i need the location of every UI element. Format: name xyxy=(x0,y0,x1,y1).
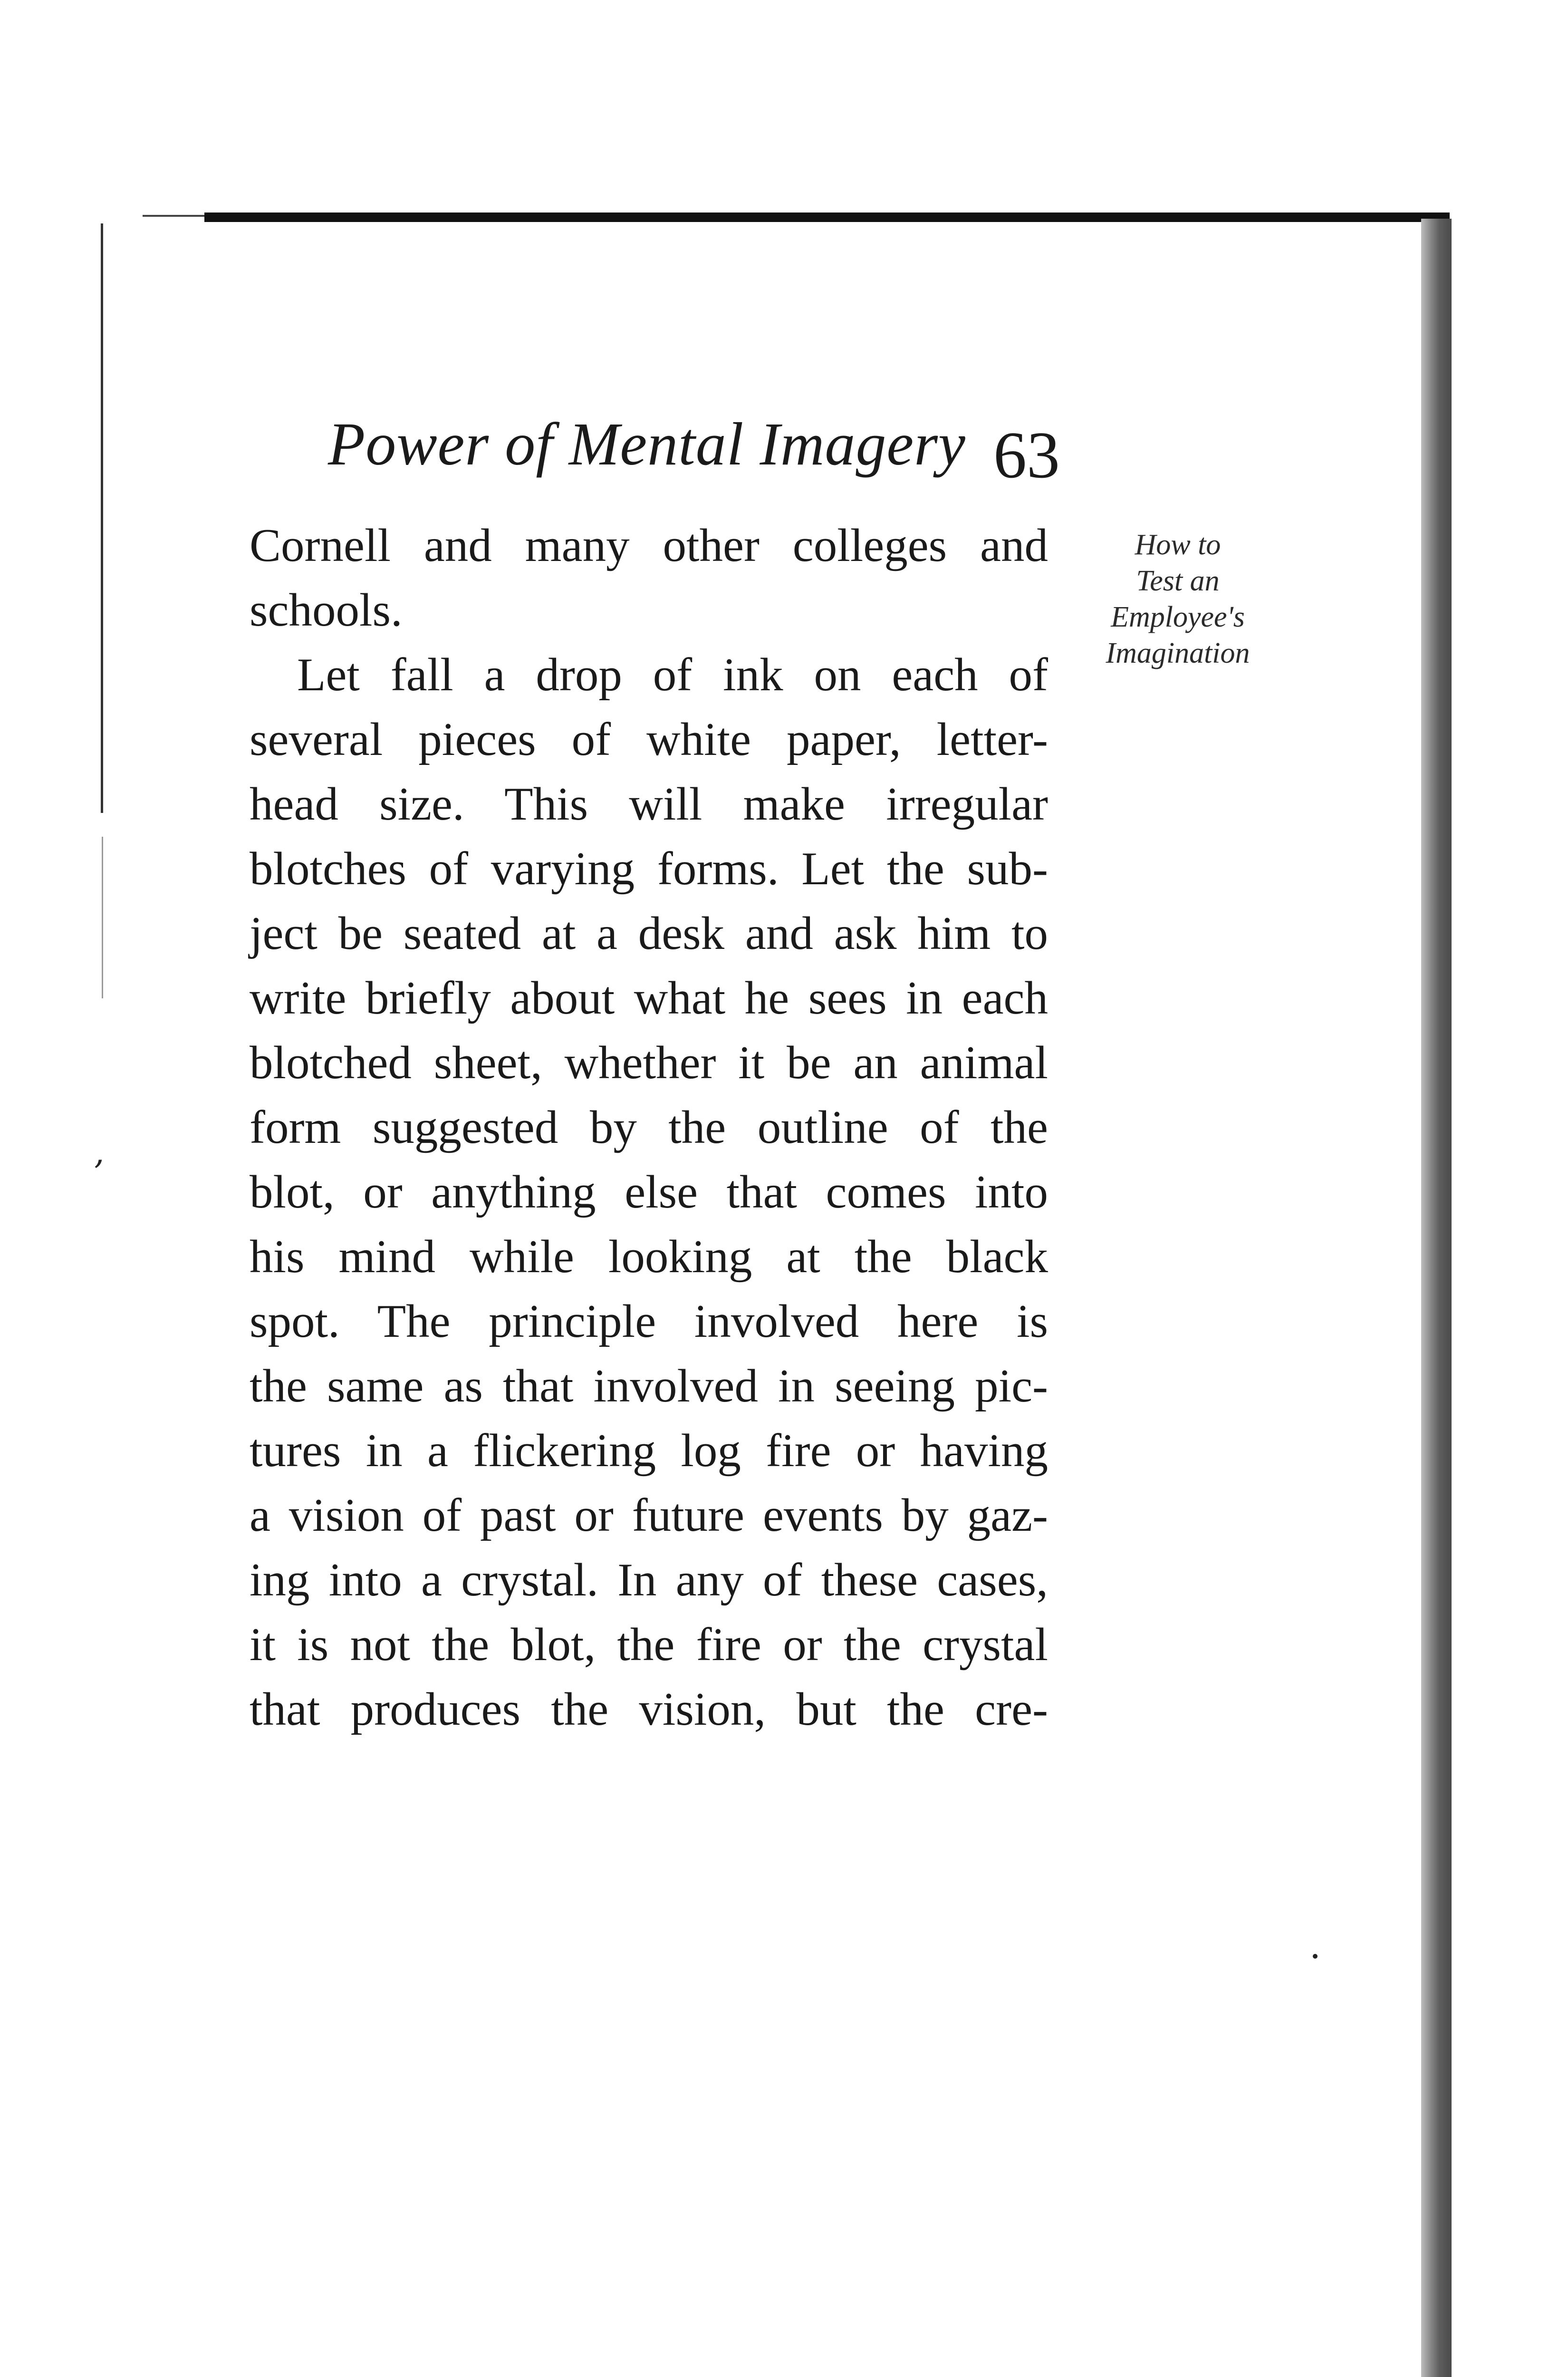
running-title: Power of Mental Imagery xyxy=(328,410,966,478)
text-line: several pieces of white paper, letter- xyxy=(250,714,1048,765)
text-line: it is not the blot, the fire or the crystal xyxy=(250,1619,1048,1671)
text-line: ject be seated at a desk and ask him to xyxy=(250,908,1048,959)
margin-note xyxy=(1078,527,1278,671)
margin-note-line: How to xyxy=(1135,529,1221,561)
page-number: 63 xyxy=(993,418,1060,492)
body-text xyxy=(250,513,1048,1742)
scan-border-left xyxy=(101,223,103,813)
scan-border-top xyxy=(204,213,1450,222)
margin-note-line: Test an xyxy=(1136,565,1220,597)
text-line: spot. The principle involved here is xyxy=(250,1295,1048,1347)
text-line: write briefly about what he sees in each xyxy=(250,972,1048,1024)
scan-border-top-faint xyxy=(143,215,209,217)
text-line: Let fall a drop of ink on each of xyxy=(297,649,1048,701)
text-line: the same as that involved in seeing pic- xyxy=(250,1360,1048,1412)
margin-note-line: Employee's xyxy=(1111,601,1245,633)
text-line: blot, or anything else that comes into xyxy=(250,1166,1048,1218)
text-line: blotches of varying forms. Let the sub- xyxy=(250,843,1048,895)
text-line: schools. xyxy=(250,584,403,636)
scan-speck xyxy=(1313,1954,1318,1959)
text-line: ing into a crystal. In any of these cases, xyxy=(250,1554,1048,1606)
text-line: head size. This will make irregular xyxy=(250,778,1048,830)
margin-note-line: Imagination xyxy=(1106,637,1250,669)
text-line: that produces the vision, but the cre- xyxy=(250,1683,1048,1735)
scan-border-left-faint xyxy=(102,837,103,998)
text-line: Cornell and many other colleges and xyxy=(250,520,1048,571)
text-line: his mind while looking at the black xyxy=(250,1231,1048,1283)
margin-mark: ’ xyxy=(93,1153,104,1192)
text-line: blotched sheet, whether it be an animal xyxy=(250,1037,1048,1089)
text-line: form suggested by the outline of the xyxy=(250,1102,1048,1153)
scan-border-right xyxy=(1421,219,1452,2377)
text-line: tures in a flickering log fire or having xyxy=(250,1425,1048,1477)
text-line: a vision of past or future events by gaz- xyxy=(250,1489,1048,1541)
